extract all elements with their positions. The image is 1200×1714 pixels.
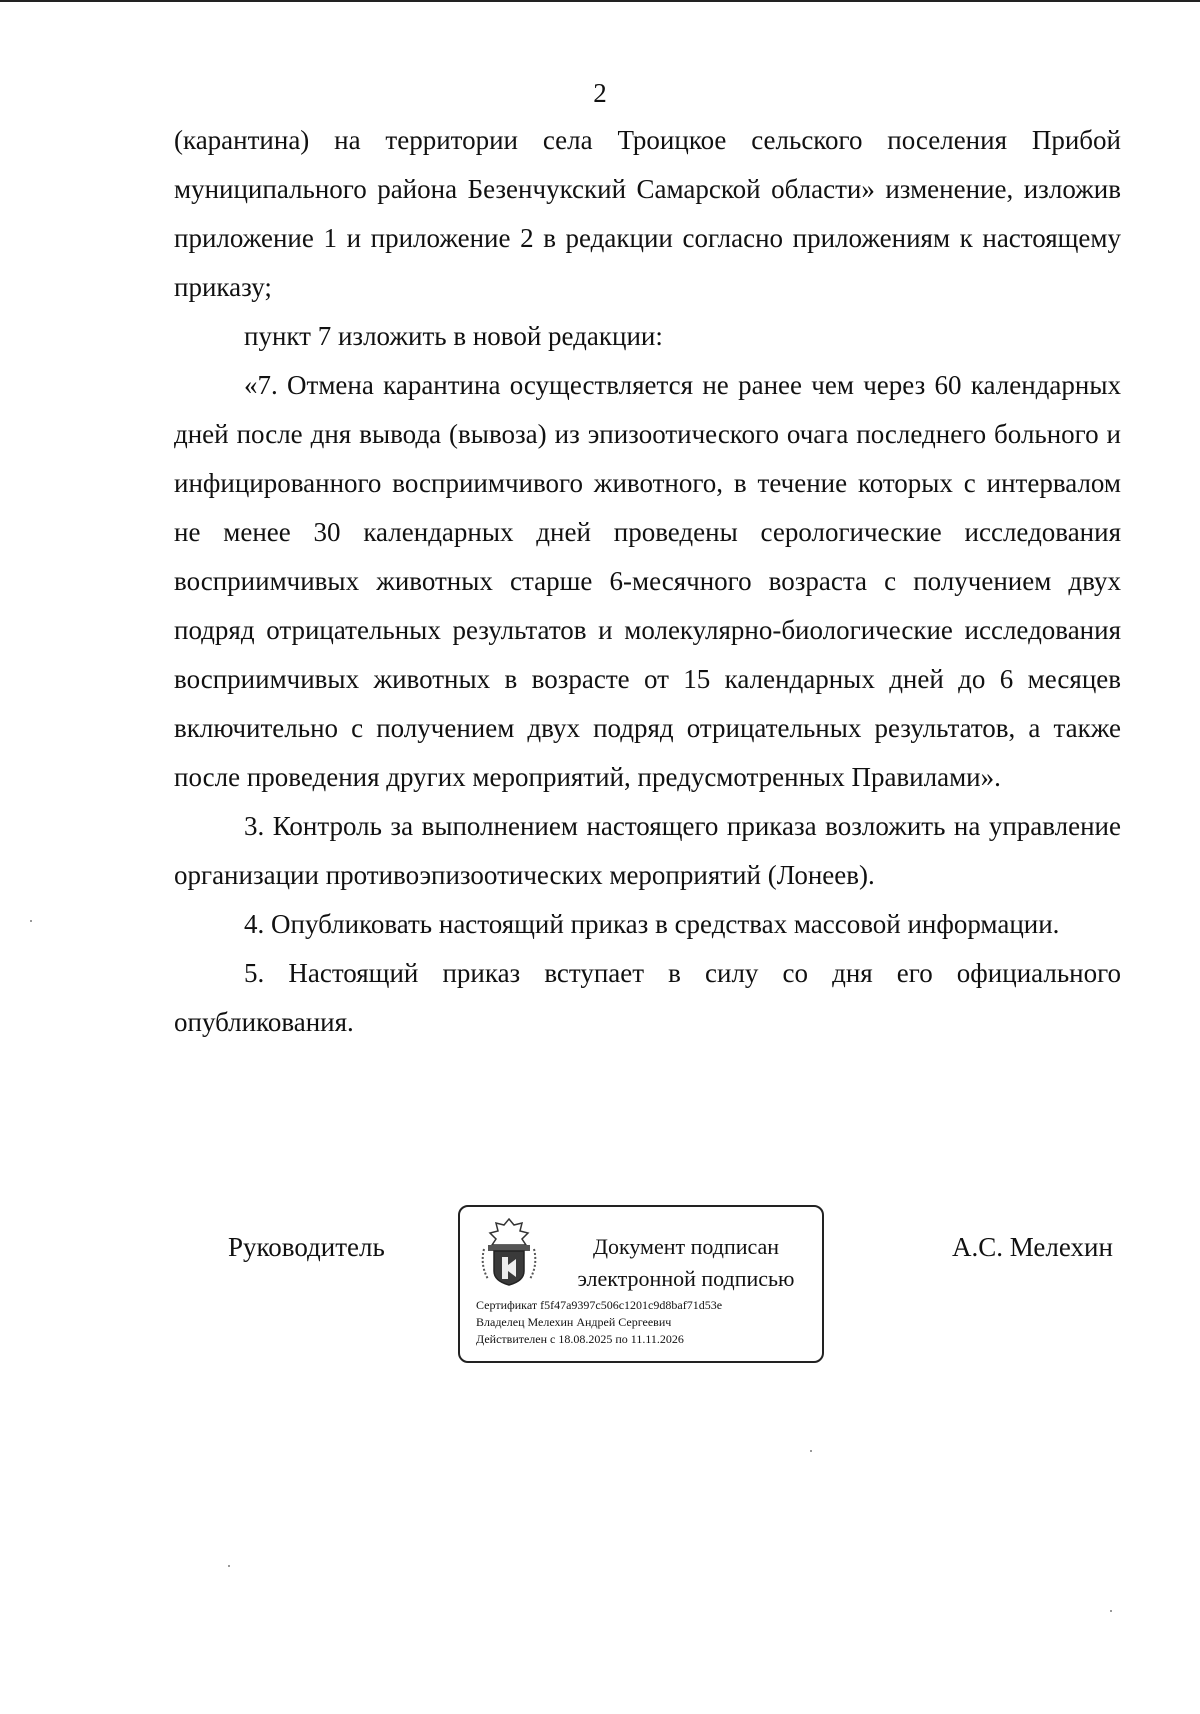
electronic-signature-stamp	[458, 1205, 824, 1363]
paragraph-item-5: 5. Настоящий приказ вступает в силу со дня его официального опубликования.	[174, 958, 1121, 1037]
paragraph-continuation: (карантина) на территории села Троицкое сельского поселения Прибой муниципального района Безенчукский Самарской области» изменение, изложив приложение 1 и приложение 2 в редакции согласно приложениям к настоящему приказу;	[174, 125, 1121, 302]
signer-position: Руководитель	[228, 1232, 385, 1262]
paragraph-item-3: 3. Контроль за выполнением настоящего приказа возложить на управление организации противоэпизоотических мероприятий (Лонеев).	[174, 811, 1121, 890]
page-number: 2	[593, 78, 607, 108]
scan-speck	[228, 1565, 230, 1567]
paragraph-item-7-text: «7. Отмена карантина осуществляется не ранее чем через 60 календарных дней после дня вывода (вывоза) из эпизоотического очага последнего больного и инфицированного восприимчивого животного, в течение которых с интервалом не менее 30 календарных дней проведены серологические исследования восприимчивых животных старше 6-месячного возраста с получением двух подряд отрицательных результатов и молекулярно-биологические исследования восприимчивых животных в возрасте от 15 календарных дней до 6 месяцев включительно с получением двух подряд отрицательных результатов, а также после проведения других мероприятий, предусмотренных Правилами».	[174, 370, 1121, 792]
scan-speck	[30, 920, 32, 922]
coat-of-arms-icon	[478, 1215, 540, 1287]
stamp-title-line1: Документ подписан	[592, 1234, 780, 1259]
signer-name: А.С. Мелехин	[952, 1232, 1113, 1262]
paragraph-item-7-intro: пункт 7 изложить в новой редакции:	[244, 321, 663, 351]
stamp-validity: Действителен с 18.08.2025 по 11.11.2026	[476, 1332, 684, 1346]
document-body	[174, 116, 1121, 1047]
scan-speck	[810, 1450, 812, 1452]
paragraph-item-4: 4. Опубликовать настоящий приказ в средствах массовой информации.	[244, 909, 1060, 939]
scan-speck	[1110, 1610, 1112, 1612]
stamp-certificate: Сертификат f5f47a9397c506c1201c9d8baf71d53e	[476, 1298, 723, 1312]
stamp-title-line2: электронной подписью	[577, 1266, 795, 1291]
stamp-owner: Владелец Мелехин Андрей Сергеевич	[476, 1315, 672, 1329]
scan-top-edge	[0, 0, 1200, 2]
stamp-details	[476, 1297, 722, 1348]
stamp-title	[556, 1231, 816, 1295]
